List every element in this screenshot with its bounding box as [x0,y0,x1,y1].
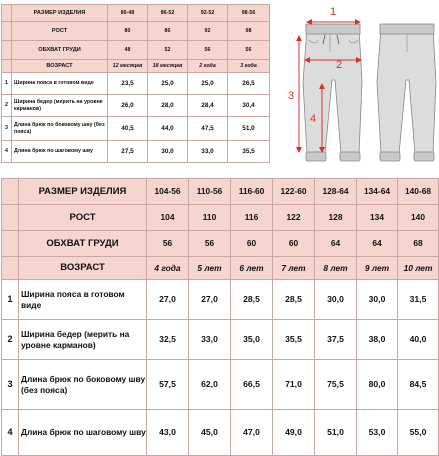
size-value: 80-48 [108,5,148,22]
measure-value: 31,5 [398,280,439,320]
age-row [2,257,439,280]
measure-label: Ширина пояса в готовом виде [12,73,108,95]
corner-cell [2,257,19,280]
corner-cell [2,22,12,41]
measure-value: 49,0 [273,410,315,456]
chest-row [2,41,270,60]
chest-value: 60 [231,231,273,257]
size-value: 128-64 [315,179,357,205]
measure-value: 25,0 [188,73,228,95]
measure-value: 33,0 [189,320,231,360]
measure-value: 30,0 [315,280,357,320]
age-value: 3 года [228,60,270,73]
measure-value: 26,5 [228,73,270,95]
size-value: 92-52 [188,5,228,22]
marker-4: 4 [310,113,317,125]
measure-value: 40,5 [108,117,148,141]
measure-value: 25,0 [148,73,188,95]
measure-value: 51,0 [228,117,270,141]
chest-row [2,231,439,257]
age-value: 8 лет [315,257,357,280]
marker-1: 1 [330,6,337,18]
height-value: 98 [228,22,270,41]
size-value: 122-60 [273,179,315,205]
measure-value: 27,0 [147,280,189,320]
measure-value: 35,5 [273,320,315,360]
row-label-age: ВОЗРАСТ [12,60,108,73]
marker-2: 2 [336,59,343,71]
height-value: 140 [398,205,439,231]
measure-index: 2 [2,95,12,117]
row-label-age: ВОЗРАСТ [19,257,147,280]
corner-cell [2,205,19,231]
measure-label: Ширина пояса в готовом виде [19,280,147,320]
measure-value: 28,4 [188,95,228,117]
height-value: 104 [147,205,189,231]
pants-back-illustration [377,24,436,161]
measure-row [2,95,270,117]
measure-row [2,73,270,95]
measure-index: 3 [2,360,19,410]
measure-value: 32,5 [147,320,189,360]
height-row [2,22,270,41]
measure-value: 35,5 [228,141,270,163]
age-row [2,60,270,73]
age-value: 2 года [188,60,228,73]
age-value: 9 лет [357,257,398,280]
measure-value: 55,0 [398,410,439,456]
height-value: 86 [148,22,188,41]
row-label-height: РОСТ [12,22,108,41]
measure-index: 4 [2,141,12,163]
size-value: 140-68 [398,179,439,205]
measure-index: 1 [2,73,12,95]
measure-value: 47,0 [231,410,273,456]
chest-value: 52 [148,41,188,60]
measure-value: 28,0 [148,95,188,117]
size-value: 98-56 [228,5,270,22]
measure-value: 30,4 [228,95,270,117]
chest-value: 56 [228,41,270,60]
measure-value: 30,0 [357,280,398,320]
corner-cell [2,179,19,205]
age-value: 6 лет [231,257,273,280]
size-row [2,5,270,22]
pants-measurement-diagram [285,2,437,174]
measure-value: 57,5 [147,360,189,410]
age-value: 18 месяцев [148,60,188,73]
height-value: 134 [357,205,398,231]
measure-label: Ширина бедер (мерить на уровне карманов) [12,95,108,117]
measure-value: 51,0 [315,410,357,456]
chest-value: 64 [315,231,357,257]
measure-value: 27,5 [108,141,148,163]
measure-label: Ширина бедер (мерить на уровне карманов) [19,320,147,360]
height-row [2,205,439,231]
size-value: 110-56 [189,179,231,205]
row-label-height: РОСТ [19,205,147,231]
measure-value: 40,0 [398,320,439,360]
row-label-size: РАЗМЕР ИЗДЕЛИЯ [12,5,108,22]
measure-index: 3 [2,117,12,141]
chest-value: 64 [357,231,398,257]
measure-value: 44,0 [148,117,188,141]
measure-value: 26,0 [108,95,148,117]
row-label-chest: ОБХВАТ ГРУДИ [12,41,108,60]
measure-label: Длина брюк по шаговому шву [12,141,108,163]
age-value: 4 года [147,257,189,280]
measure-value: 30,0 [148,141,188,163]
age-value: 7 лет [273,257,315,280]
measure-row [2,360,439,410]
measure-value: 62,0 [189,360,231,410]
measure-value: 33,0 [188,141,228,163]
measure-value: 35,0 [231,320,273,360]
size-row [2,179,439,205]
measure-value: 66,5 [231,360,273,410]
measure-index: 2 [2,320,19,360]
size-table-large [1,178,439,456]
size-value: 86-52 [148,5,188,22]
right-cuff [340,152,360,161]
corner-cell [2,41,12,60]
size-value: 116-60 [231,179,273,205]
measure-value: 84,5 [398,360,439,410]
measure-row [2,410,439,456]
size-value: 104-56 [147,179,189,205]
measure-index: 1 [2,280,19,320]
measure-value: 27,0 [189,280,231,320]
chest-value: 56 [188,41,228,60]
measure-value: 28,5 [231,280,273,320]
size-table-small [1,4,270,163]
size-value: 134-64 [357,179,398,205]
pants-front-illustration [303,24,362,161]
chest-value: 68 [398,231,439,257]
measure-value: 28,5 [273,280,315,320]
corner-cell [2,231,19,257]
measure-label: Длина брюк по шаговому шву [19,410,147,456]
waistband [306,24,360,34]
measure-row [2,117,270,141]
chest-value: 60 [273,231,315,257]
measure-row [2,141,270,163]
corner-cell [2,5,12,22]
height-value: 128 [315,205,357,231]
age-value: 10 лет [398,257,439,280]
measure-value: 71,0 [273,360,315,410]
age-value: 5 лет [189,257,231,280]
measure-label: Длина брюк по боковому шву (без пояса) [19,360,147,410]
left-cuff [306,152,326,161]
height-value: 122 [273,205,315,231]
corner-cell [2,60,12,73]
measure-index: 4 [2,410,19,456]
measure-value: 53,0 [357,410,398,456]
row-label-chest: ОБХВАТ ГРУДИ [19,231,147,257]
measure-row [2,280,439,320]
height-value: 92 [188,22,228,41]
height-value: 116 [231,205,273,231]
measure-value: 23,5 [108,73,148,95]
measure-row [2,320,439,360]
height-value: 80 [108,22,148,41]
measure-value: 75,5 [315,360,357,410]
chest-value: 48 [108,41,148,60]
chest-value: 56 [147,231,189,257]
measure-label: Длина брюк по боковому шву (без пояса) [12,117,108,141]
measure-value: 38,0 [357,320,398,360]
measure-value: 80,0 [357,360,398,410]
age-value: 12 месяцев [108,60,148,73]
height-value: 110 [189,205,231,231]
measure-value: 45,0 [189,410,231,456]
measure-value: 37,5 [315,320,357,360]
chest-value: 56 [189,231,231,257]
row-label-size: РАЗМЕР ИЗДЕЛИЯ [19,179,147,205]
marker-3: 3 [288,90,295,102]
measure-value: 43,0 [147,410,189,456]
measure-value: 47,5 [188,117,228,141]
